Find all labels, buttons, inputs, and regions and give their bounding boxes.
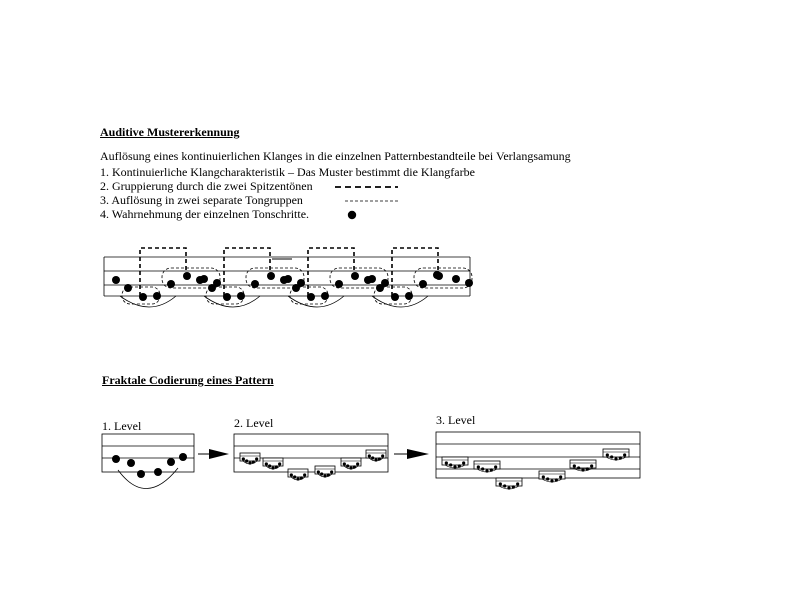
peak-bracket (392, 248, 438, 296)
heading-auditive-mustererkennung: Auditive Mustererkennung (100, 125, 240, 139)
arrow-1-to-2 (198, 449, 229, 459)
group-arc (288, 296, 344, 307)
motif-dot (356, 462, 359, 465)
motif-dot (577, 466, 580, 469)
motif-dot (320, 472, 323, 475)
list-item-4: 4. Wahrnehmung der einzelnen Tonschritte. (100, 207, 310, 221)
note-dot (196, 276, 204, 284)
motif-dot (516, 482, 519, 485)
note-dot (280, 276, 288, 284)
note-dot (364, 276, 372, 284)
note-dot (391, 293, 399, 301)
level-2-motif-5 (341, 458, 361, 470)
motif-dot (445, 461, 448, 464)
motif-dot (610, 455, 613, 458)
motif-dot (619, 456, 622, 459)
note-dot (351, 272, 359, 280)
motif-dot (449, 463, 452, 466)
note-dot (292, 284, 300, 292)
motif-dot (349, 466, 352, 469)
note-dot (183, 272, 191, 280)
motif-dot (374, 458, 377, 461)
level-3-motif-4 (539, 471, 565, 483)
note-dot (208, 284, 216, 292)
note-dot (452, 275, 460, 283)
group-arc (372, 296, 428, 307)
motif-dot (490, 468, 493, 471)
level-3-motif-5 (570, 460, 596, 472)
motif-dot (512, 485, 515, 488)
list-item-1: 1. Kontinuierliche Klangcharakteristik – Das Muster bestimmt die Klangfarbe (100, 165, 475, 179)
motif-dot (550, 479, 553, 482)
motif-dot (542, 475, 545, 478)
level-2-motifs (240, 450, 386, 481)
list-item-3: 3. Auflösung in zwei separate Tongruppen (100, 193, 303, 207)
level-1-label: 1. Level (102, 419, 142, 433)
motif-dot (330, 470, 333, 473)
motif-dot (252, 460, 255, 463)
note-dot (405, 292, 413, 300)
motif-dot (323, 474, 326, 477)
motif-dot (507, 486, 510, 489)
group-arc (204, 296, 260, 307)
motif-dot (623, 453, 626, 456)
note-dot (167, 280, 175, 288)
motif-dot (268, 464, 271, 467)
motif-dot (317, 470, 320, 473)
note-dot (112, 276, 120, 284)
arrow-2-to-3 (394, 449, 429, 459)
level-2-motif-3 (288, 469, 308, 481)
intro-text: Auflösung eines kontinuierlichen Klanges in die einzelnen Patternbestandteile bei Verlangsamung (100, 149, 571, 163)
motif-dot (293, 475, 296, 478)
motif-dot (303, 473, 306, 476)
note-dot (465, 279, 473, 287)
motif-dot (242, 457, 245, 460)
motif-dot (494, 465, 497, 468)
motif-dot (462, 461, 465, 464)
level-2-motif-6 (366, 450, 386, 462)
motif-dot (381, 454, 384, 457)
level-3-motif-2 (474, 461, 500, 473)
motif-dot (614, 457, 617, 460)
motif-dot (265, 462, 268, 465)
motif-dot (368, 454, 371, 457)
level-3-label: 3. Level (436, 413, 476, 427)
level-3-motif-1 (442, 457, 468, 469)
motif-dot (327, 473, 330, 476)
note-dot (307, 293, 315, 301)
motif-dot (485, 469, 488, 472)
motif-dot (278, 462, 281, 465)
motif-dot (296, 477, 299, 480)
motif-dot (300, 476, 303, 479)
motif-dot (581, 468, 584, 471)
group-arc (120, 296, 176, 307)
note-dot (433, 271, 441, 279)
motif-dot (290, 473, 293, 476)
peak-bracket (224, 248, 270, 296)
motif-dot (343, 462, 346, 465)
legend-markers (335, 187, 398, 219)
legend-dot (348, 211, 356, 219)
peak-bracket (308, 248, 354, 296)
note-dot (419, 280, 427, 288)
motif-dot (555, 478, 558, 481)
note-dot (153, 292, 161, 300)
motif-dot (275, 465, 278, 468)
note-dot (124, 284, 132, 292)
note-dot (251, 280, 259, 288)
motif-dot (477, 465, 480, 468)
motif-dot (559, 475, 562, 478)
motif-dot (255, 457, 258, 460)
level-2-motif-1 (240, 453, 260, 465)
motif-dot (346, 464, 349, 467)
motif-dot (453, 465, 456, 468)
motif-dot (503, 484, 506, 487)
motif-dot (371, 456, 374, 459)
motif-dot (378, 457, 381, 460)
motif-dot (606, 453, 609, 456)
motif-dot (546, 477, 549, 480)
motif-dot (590, 464, 593, 467)
list-item-2: 2. Gruppierung durch die zwei Spitzentönen (100, 179, 313, 193)
motif-dot (586, 467, 589, 470)
level-2-label: 2. Level (234, 416, 274, 430)
level-2-motif-2 (263, 458, 283, 470)
motif-dot (245, 459, 248, 462)
note-dot (223, 293, 231, 301)
level-3-motif-3 (496, 478, 522, 490)
motif-dot (458, 464, 461, 467)
level-2-motif-4 (315, 466, 335, 478)
level-3-motif-6 (603, 449, 629, 461)
motif-dot (353, 465, 356, 468)
level-1-staff (102, 434, 194, 489)
note-dot (335, 280, 343, 288)
note-dot (267, 272, 275, 280)
note-dot (376, 284, 384, 292)
peak-bracket (140, 248, 186, 296)
motif-dot (573, 464, 576, 467)
heading-fraktale-codierung: Fraktale Codierung eines Pattern (102, 373, 274, 387)
motif-dot (481, 467, 484, 470)
motif-dot (499, 482, 502, 485)
motif-dot (248, 461, 251, 464)
note-dot (237, 292, 245, 300)
note-dot (139, 293, 147, 301)
motif-dot (271, 466, 274, 469)
note-dot (321, 292, 329, 300)
